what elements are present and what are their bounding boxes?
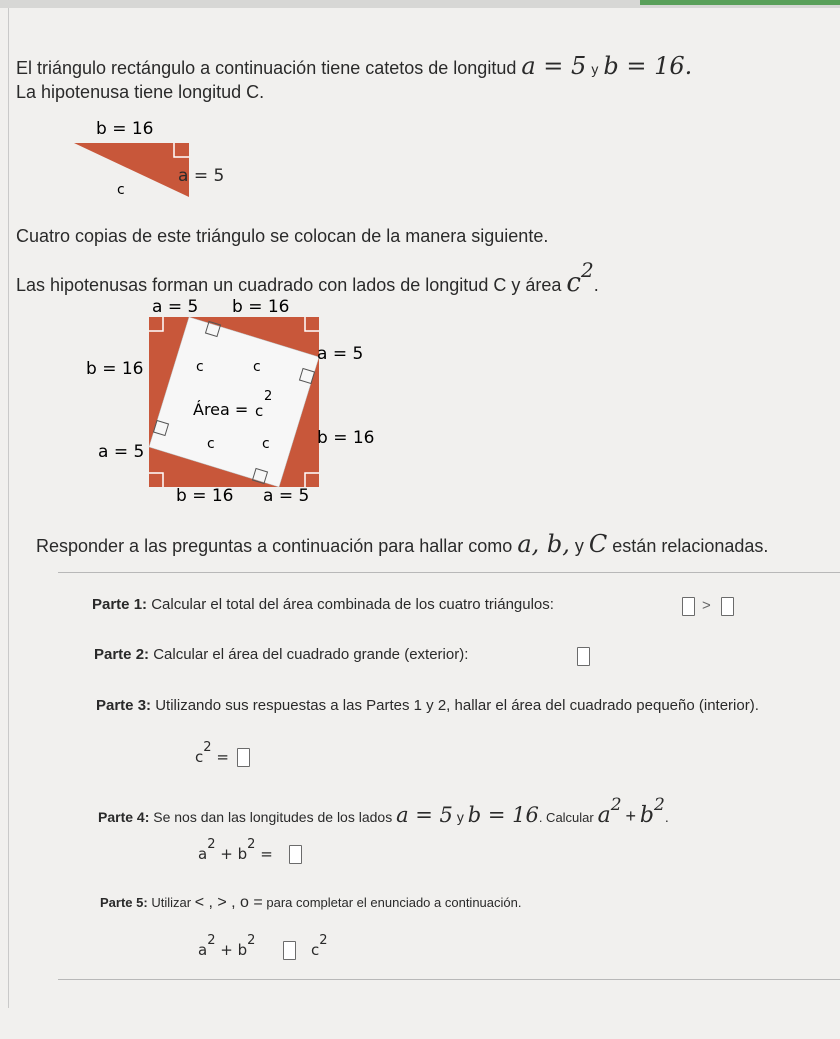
part-4-answer-box[interactable] xyxy=(289,845,302,864)
part-3 xyxy=(96,697,759,714)
top-a-label: a = 5 xyxy=(152,297,199,317)
instruction-text: Responder a las preguntas a continuación para hallar como xyxy=(36,536,513,556)
middle-line-1: Cuatro copias de este triángulo se colocan de la manera siguiente. xyxy=(16,226,549,246)
small-triangle-figure xyxy=(0,110,260,210)
middle-c: c xyxy=(566,268,581,298)
area-label: Área = xyxy=(193,400,249,419)
part-5 xyxy=(100,894,521,912)
part-4-eq-plus-b: + b xyxy=(220,845,248,863)
part-2 xyxy=(94,646,468,663)
c-label-top-left: c xyxy=(196,359,204,375)
instruction-end: están relacionadas. xyxy=(612,536,769,556)
c-label-bottom-left: c xyxy=(207,436,215,452)
top-b-label: b = 16 xyxy=(232,297,290,317)
part-1-text: Calcular el total del área combinada de los cuatro triángulos: xyxy=(151,596,554,613)
part-5-eq-c: c xyxy=(311,941,320,959)
part-4-a-value: a = 5 xyxy=(396,803,453,827)
bottom-a-label: a = 5 xyxy=(263,486,310,506)
part-2-text: Calcular el área del cuadrado grande (exterior): xyxy=(153,646,469,663)
part-4-expr-plus: + xyxy=(625,806,636,826)
part-2-answer-box[interactable] xyxy=(577,647,590,666)
intro-line-1 xyxy=(16,52,692,80)
part-4-label: Parte 4: xyxy=(98,809,150,825)
part-3-label: Parte 3: xyxy=(96,697,152,714)
part-2-label: Parte 2: xyxy=(94,646,150,663)
part-3-exponent: 2 xyxy=(203,740,212,755)
part-5-answer-box[interactable] xyxy=(283,941,296,960)
part-1-answer-box-2[interactable] xyxy=(721,597,734,616)
part-4-eq-exp-1: 2 xyxy=(207,837,216,852)
part-3-equals: = xyxy=(216,748,229,766)
part-1-label: Parte 1: xyxy=(92,596,148,613)
part-4-expr-exp-2: 2 xyxy=(653,795,665,815)
part-3-c: c xyxy=(195,748,204,766)
part-4-expr-exp-1: 2 xyxy=(610,795,622,815)
instruction-and: y xyxy=(574,536,584,556)
part-5-eq-plus-b: + b xyxy=(220,941,248,959)
intro-and: y xyxy=(591,61,599,77)
c-label-top-right: c xyxy=(253,359,261,375)
part-4-equation xyxy=(198,837,273,863)
top-accent-bar xyxy=(640,0,840,5)
small-triangle-c-label: c xyxy=(117,182,125,198)
part-4-expr-a: a xyxy=(597,803,611,828)
top-bar xyxy=(0,0,840,8)
small-triangle-b-label: b = 16 xyxy=(96,119,154,139)
instruction-c: C xyxy=(588,530,608,558)
part-4-b-value: b = 16 xyxy=(467,803,539,827)
intro-b-value: b = 16. xyxy=(603,52,693,80)
middle-period: . xyxy=(593,275,599,295)
part-5-symbols: < , > , o = xyxy=(194,894,263,911)
part-3-equation xyxy=(195,740,229,766)
part-4-and: y xyxy=(456,809,464,825)
area-exponent: 2 xyxy=(264,389,273,404)
part-4-eq-a: a xyxy=(198,845,208,863)
part-1-answer-box-1[interactable] xyxy=(682,597,695,616)
left-a-label: a = 5 xyxy=(98,442,145,462)
instruction-line xyxy=(36,530,768,558)
part-3-answer-box[interactable] xyxy=(237,748,250,767)
bottom-b-label: b = 16 xyxy=(176,486,234,506)
part-4 xyxy=(98,795,669,828)
intro-line-2: La hipotenusa tiene longitud C. xyxy=(16,82,265,102)
part-5-text-1: Utilizar xyxy=(151,895,192,910)
part-1 xyxy=(92,596,554,613)
part-5-eq-exp-2: 2 xyxy=(247,933,256,948)
part-4-eq-equals: = xyxy=(260,845,273,863)
part-4-expr-b: b xyxy=(639,803,654,828)
part-5-eq-exp-3: 2 xyxy=(319,933,328,948)
c-label-bottom-right: c xyxy=(262,436,270,452)
middle-line-2-text: Las hipotenusas forman un cuadrado con lados de longitud C y área xyxy=(16,275,562,295)
right-triangle xyxy=(74,143,189,197)
part-5-label: Parte 5: xyxy=(100,895,148,910)
intro-a-value: a = 5 xyxy=(521,52,587,80)
part-5-equation-right xyxy=(311,933,328,959)
right-b-label: b = 16 xyxy=(317,428,375,448)
square-figure xyxy=(0,290,400,515)
part-5-equation-left xyxy=(198,933,256,959)
left-b-label: b = 16 xyxy=(86,359,144,379)
part-1-symbol: > xyxy=(702,597,711,614)
small-triangle-a-label: a = 5 xyxy=(178,166,225,186)
part-3-text: Utilizando sus respuestas a las Partes 1 y 2, hallar el área del cuadrado pequeño (interior). xyxy=(155,697,759,714)
part-4-calc-text: . Calcular xyxy=(538,810,594,825)
middle-c-exponent: 2 xyxy=(580,258,594,282)
part-5-eq-a: a xyxy=(198,941,208,959)
part-4-eq-exp-2: 2 xyxy=(247,837,256,852)
instruction-vars: a, b, xyxy=(517,530,570,558)
part-5-text-2: para completar el enunciado a continuación. xyxy=(266,895,522,910)
parts-container xyxy=(58,572,840,980)
part-4-text: Se nos dan las longitudes de los lados xyxy=(153,809,393,825)
area-c: c xyxy=(255,402,264,420)
intro-line-1-text: El triángulo rectángulo a continuación tiene catetos de longitud xyxy=(16,58,517,78)
part-4-expr-end: . xyxy=(664,809,669,825)
part-5-eq-exp-1: 2 xyxy=(207,933,216,948)
right-a-label: a = 5 xyxy=(317,344,364,364)
